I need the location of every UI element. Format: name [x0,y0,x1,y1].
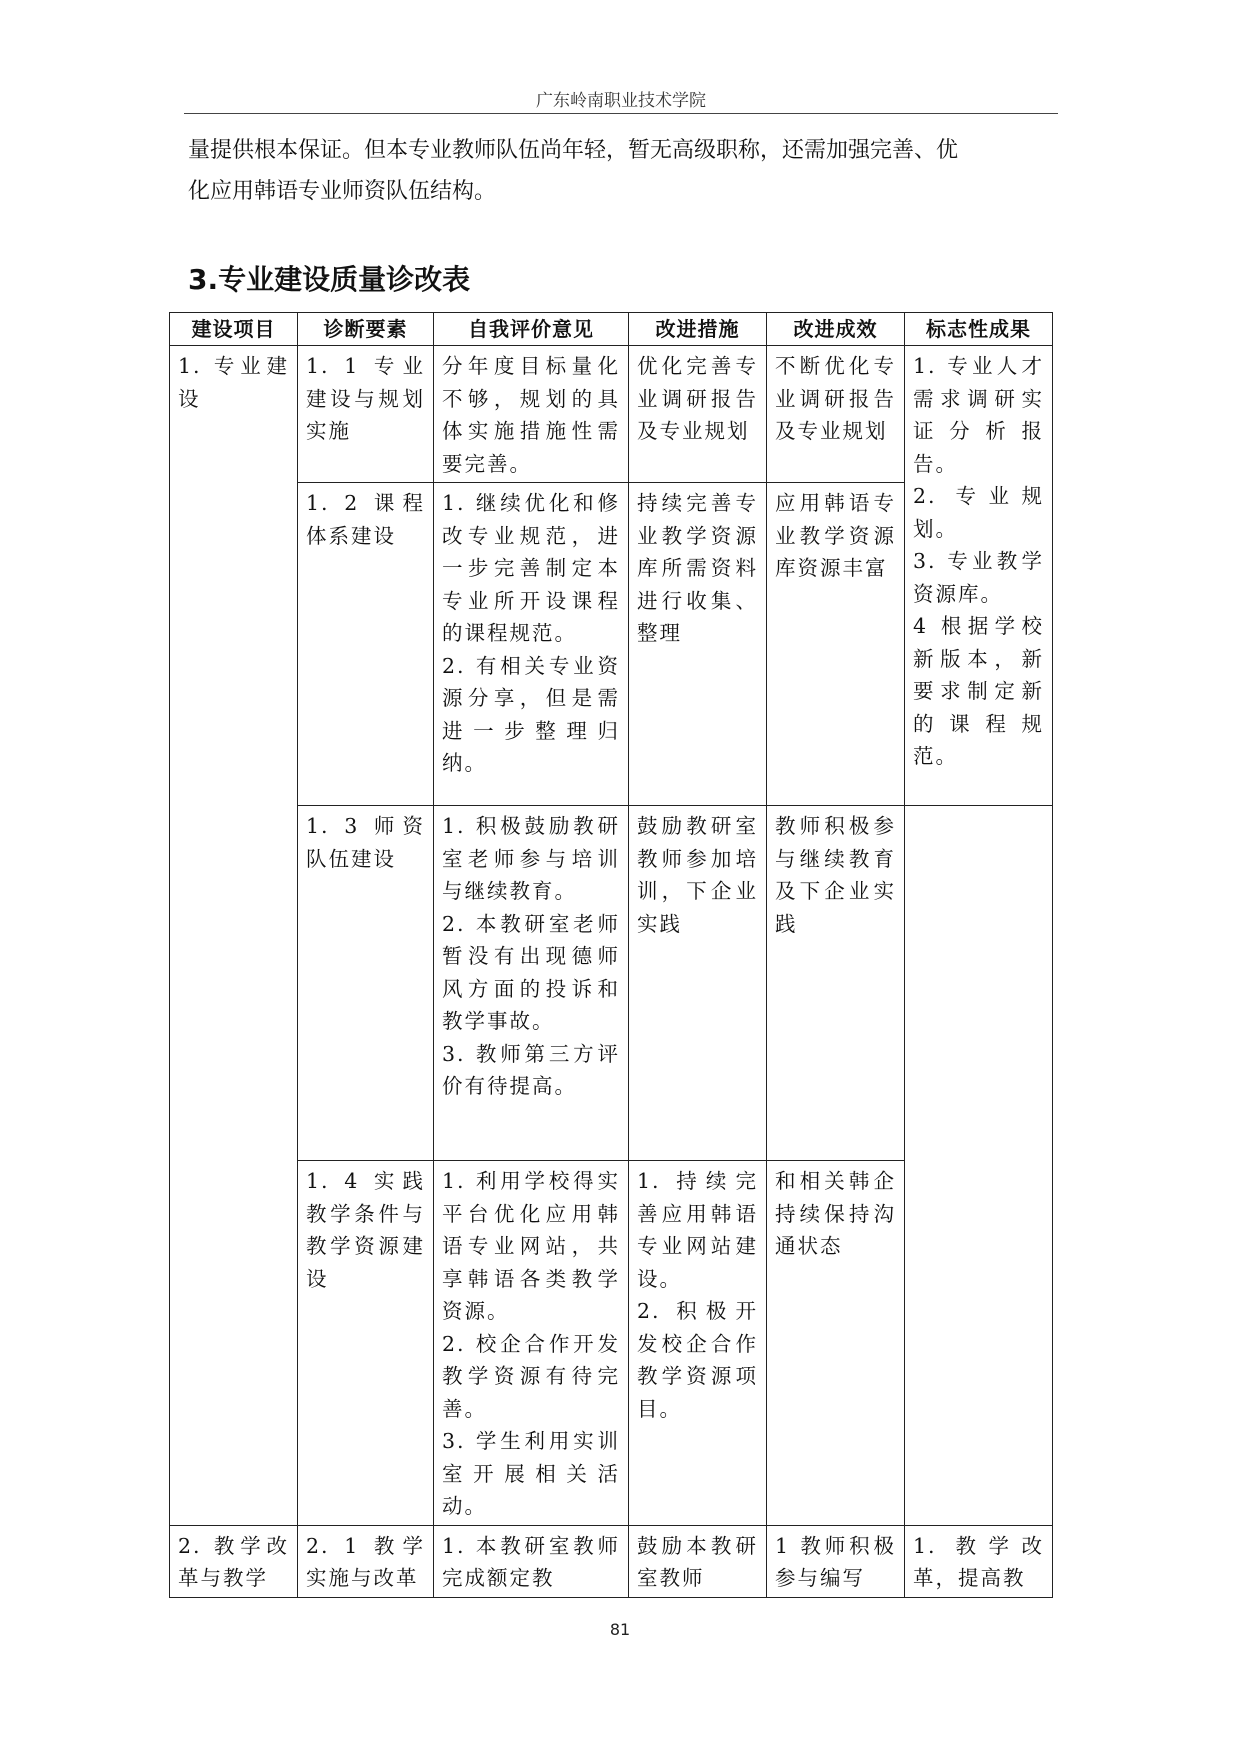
table-row [170,1525,1053,1597]
element-cell: 1. 1 专业建设与规划实施 [298,346,434,483]
measures-cell: 持续完善专业教学资源库所需资料进行收集、整理 [629,483,767,806]
evaluation-cell: 分年度目标量化不够，规划的具体实施措施性需要完善。 [434,346,629,483]
header-measures: 改进措施 [629,313,767,346]
outcome-cell-empty [905,806,1053,1526]
diagnosis-table [169,312,1053,1598]
evaluation-cell: 1. 本教研室教师完成额定教 [434,1525,629,1597]
table-row [170,806,1053,1161]
section-title: 3.专业建设质量诊改表 [188,263,471,296]
element-cell: 1. 3 师资队伍建设 [298,806,434,1161]
page-number: 81 [609,1620,631,1639]
table-row [170,346,1053,483]
outcome-cell: 1. 教学改革，提高教 [905,1525,1053,1597]
intro-line-2: 化应用韩语专业师资队伍结构。 [188,179,497,204]
header-project: 建设项目 [170,313,298,346]
measures-cell: 1. 持续完善应用韩语专业网站建设。 2. 积极开发校企合作教学资源项目。 [629,1161,767,1526]
effect-cell: 1 教师积极参与编写 [767,1525,905,1597]
page-header: 广东岭南职业技术学院 [536,91,706,111]
effect-cell: 和相关韩企持续保持沟通状态 [767,1161,905,1526]
table-header-row [170,313,1053,346]
measures-cell: 优化完善专业调研报告及专业规划 [629,346,767,483]
measures-cell: 鼓励教研室教师参加培训，下企业实践 [629,806,767,1161]
header-divider [184,113,1058,114]
evaluation-cell: 1. 继续优化和修改专业规范，进一步完善制定本专业所开设课程的课程规范。 2. 有相关专业资源分享，但是需进一步整理归纳。 [434,483,629,806]
effect-cell: 应用韩语专业教学资源库资源丰富 [767,483,905,806]
header-effect: 改进成效 [767,313,905,346]
effect-cell: 教师积极参与继续教育及下企业实践 [767,806,905,1161]
header-outcome: 标志性成果 [905,313,1053,346]
effect-cell: 不断优化专业调研报告及专业规划 [767,346,905,483]
element-cell: 1. 2 课程体系建设 [298,483,434,806]
header-element: 诊断要素 [298,313,434,346]
header-evaluation: 自我评价意见 [434,313,629,346]
outcome-cell: 1. 专业人才需求调研实证分析报告。 2. 专业规划。 3. 专业教学资源库。 4 根据学校新版本，新要求制定新的课程规范。 [905,346,1053,806]
measures-cell: 鼓励本教研室教师 [629,1525,767,1597]
project-cell: 2. 教学改革与教学 [170,1525,298,1597]
evaluation-cell: 1. 利用学校得实平台优化应用韩语专业网站，共享韩语各类教学资源。 2. 校企合作开发教学资源有待完善。 3. 学生利用实训室开展相关活动。 [434,1161,629,1526]
element-cell: 2. 1 教学实施与改革 [298,1525,434,1597]
element-cell: 1. 4 实践教学条件与教学资源建设 [298,1161,434,1526]
intro-line-1: 量提供根本保证。但本专业教师队伍尚年轻，暂无高级职称，还需加强完善、优 [188,138,959,163]
evaluation-cell: 1. 积极鼓励教研室老师参与培训与继续教育。 2. 本教研室老师暂没有出现德师风方面的投诉和教学事故。 3. 教师第三方评价有待提高。 [434,806,629,1161]
project-cell: 1. 专业建设 [170,346,298,1526]
